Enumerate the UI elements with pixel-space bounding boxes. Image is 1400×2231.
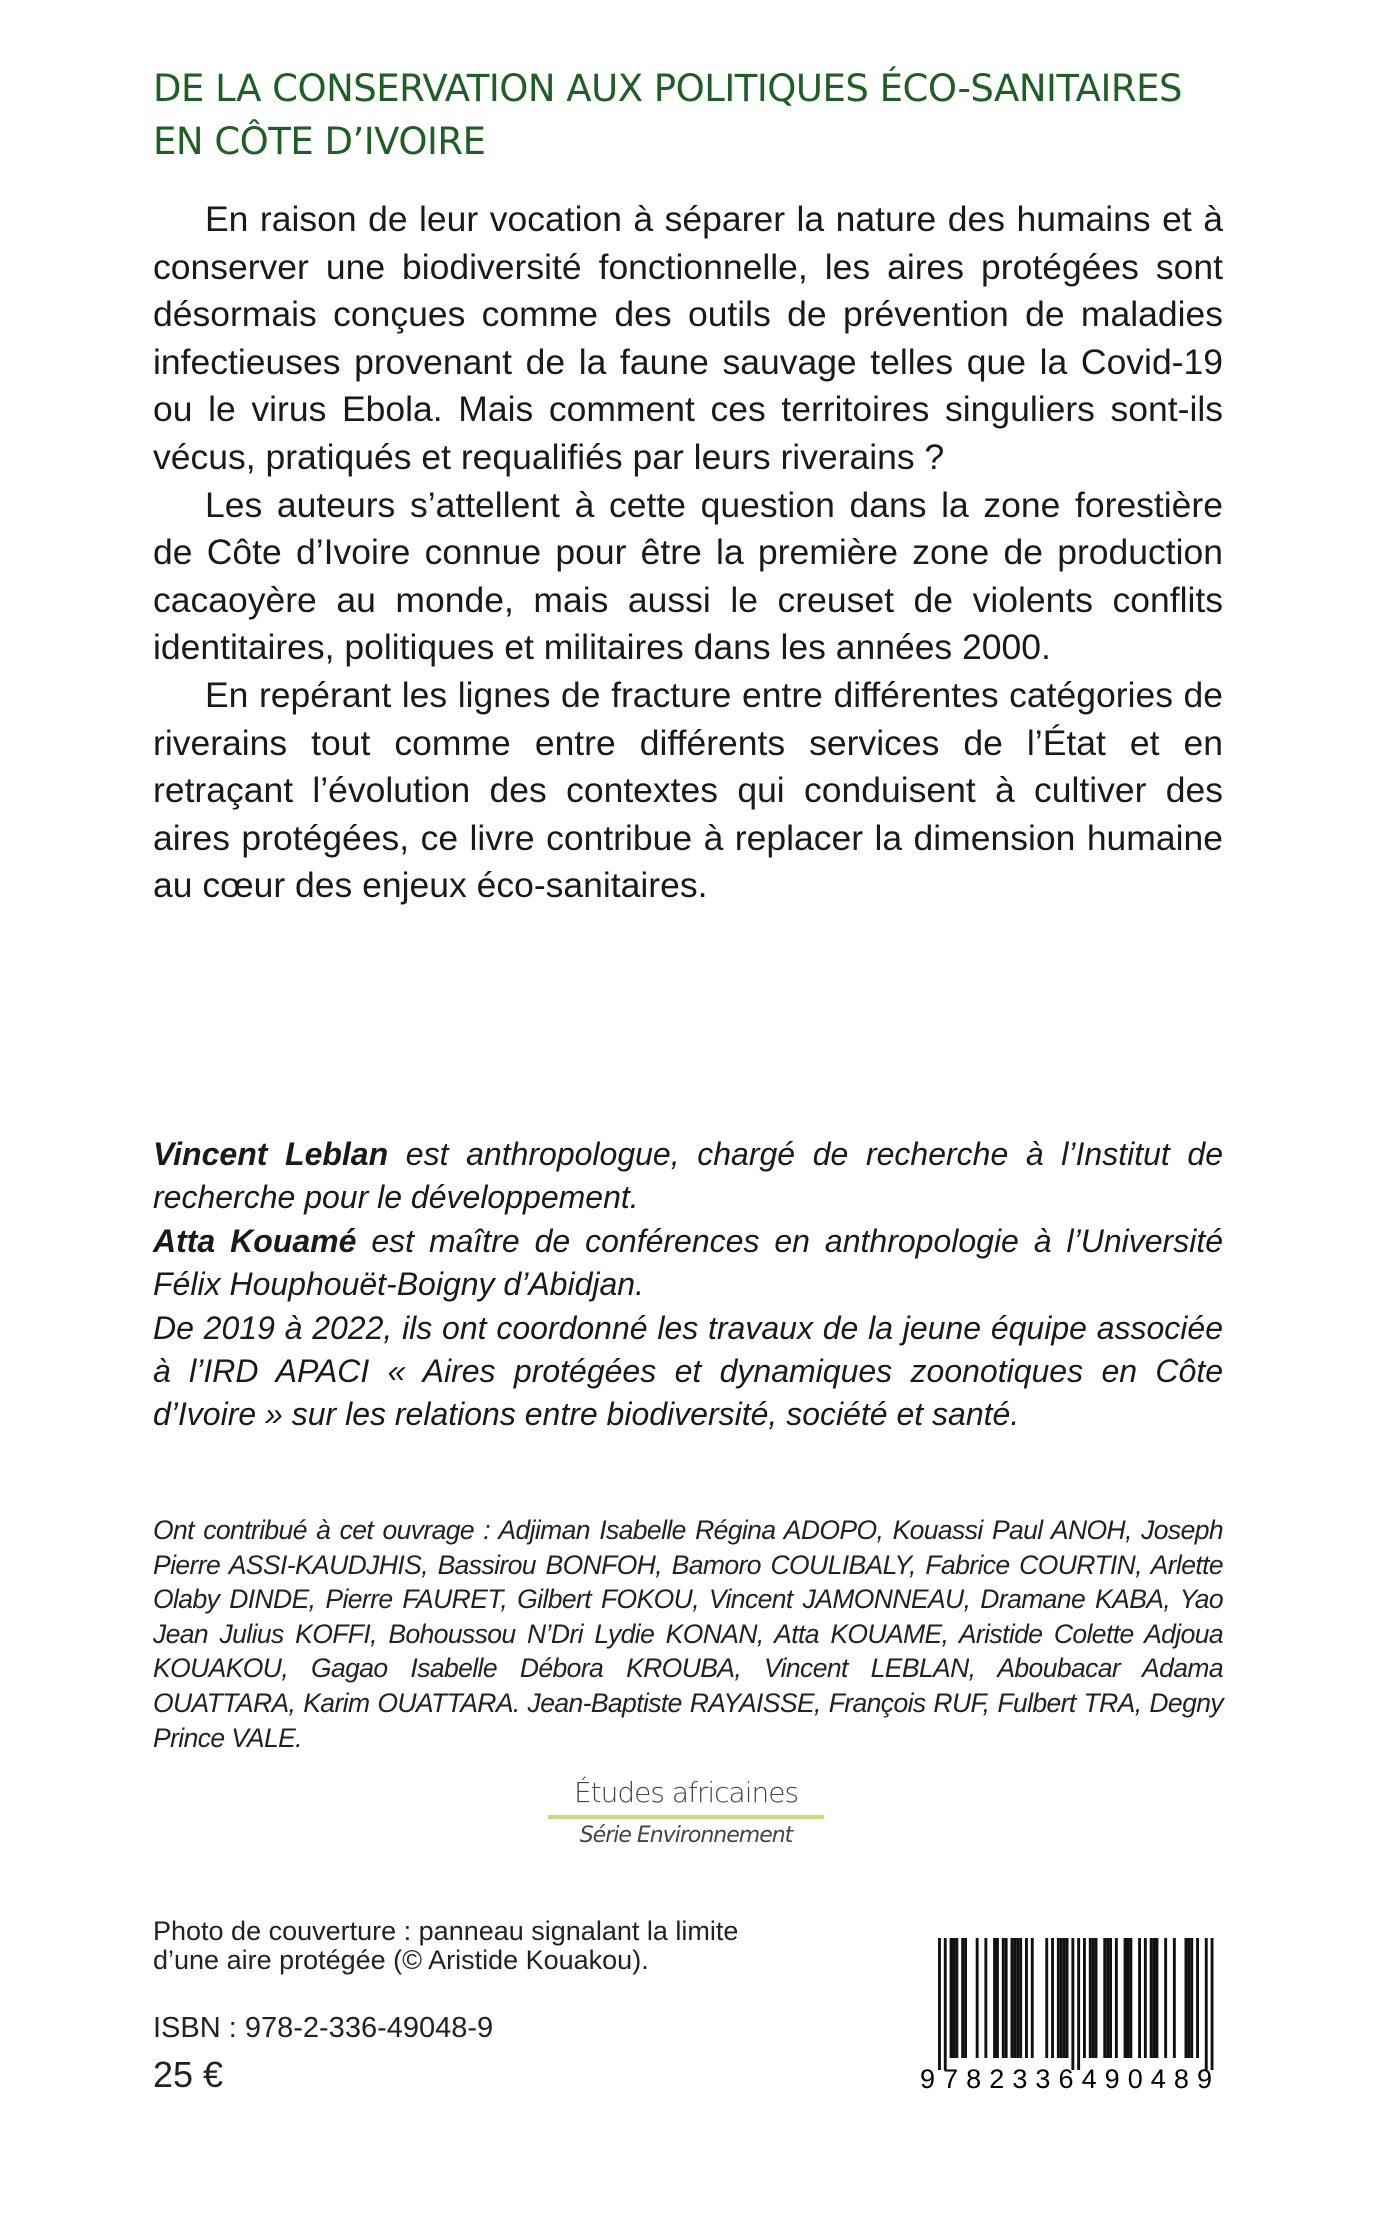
author-name: Atta Kouamé [153,1222,357,1259]
author-bio [153,1133,1223,1220]
title-line: EN CÔTE D’IVOIRE [153,120,486,163]
barcode-bar [1173,1938,1176,2058]
barcode-bar [996,1938,999,2058]
barcode-bar [1057,1938,1060,2058]
barcode-bar [1211,1938,1214,2070]
credit-line: d’une aire protégée (© Aristide Kouakou). [153,1945,649,1975]
barcode-bar [1019,1938,1022,2058]
barcode-bar [955,1938,958,2058]
subseries-name: Série Environnement [579,1823,793,1848]
book-summary [153,196,1223,910]
barcode-bar [1095,1938,1098,2058]
barcode [918,1936,1218,2101]
author-bios [153,1133,1223,1437]
barcode-bar [1089,1938,1092,2058]
barcode-bar [1092,1938,1095,2058]
barcode-bar [1063,1938,1066,2058]
barcode-bar [1031,1938,1034,2058]
barcode-bar [1187,1938,1190,2058]
barcode-bar [1150,1938,1153,2058]
author-name: Vincent Leblan [153,1136,389,1172]
barcode-bar [1205,1938,1208,2070]
barcode-bar [1129,1938,1132,2058]
summary-paragraph: En repérant les lignes de fracture entre différentes catégories de riverains tout comme entre différents services de l’État et en retraçant l’évolution des contextes qui conduisent à cultiver des aires protégées, ce livre contribue à replacer la dimension humaine au cœur des enjeux éco-sanitaires. [153,674,1223,906]
joint-bio: De 2019 à 2022, ils ont coordonné les travaux de la jeune équipe associée à l’IRD APACI « Aires protégées et dynamiques zoonotiques en Côte d’Ivoire » sur les relations entre biodiversité, société et santé. [153,1309,1223,1433]
contributors-list: Ont contribué à cet ouvrage : Adjiman Isabelle Régina ADOPO, Kouassi Paul ANOH, Joseph Pierre ASSI-KAUDJHIS, Bassirou BONFOH, Bamoro COULIBALY, Fabrice COURTIN, Arlette Olaby DINDE, Pierre FAURET, Gilbert FOKOU, Vincent JAMONNEAU, Dramane KABA, Yao Jean Julius KOFFI, Bohoussou N’Dri Lydie KONAN, Atta KOUAME, Aristide Colette Adjoua KOUAKOU, Gagao Isabelle Débora KROUBA, Vincent LEBLAN, Aboubacar Adama OUATTARA, Karim OUATTARA. Jean-Baptiste RAYAISSE, François RUF, Fulbert TRA, Degny Prince VALE. [153,1515,1223,1753]
barcode-bar [1164,1938,1167,2058]
barcode-bar [1103,1938,1106,2058]
barcode-bar [1045,1938,1048,2058]
price: 25 € [153,2054,224,2095]
barcode-bar [1124,1938,1127,2058]
barcode-bar [938,1938,941,2070]
barcode-bar [964,1938,967,2058]
series-logo [540,1776,832,1848]
barcode-bar [953,1938,956,2058]
author-description: est anthropologue, chargé de recherche à l’Institut de recherche pour le développement. [153,1136,1224,1216]
credit-line: Photo de couverture : panneau signalant la limite [153,1916,739,1946]
barcode-digits: 9782336490489 [920,2064,1212,2094]
barcode-bar [1083,1938,1086,2058]
barcode-bar [1071,1938,1074,2070]
series-name: Études africaines [573,1776,799,1809]
title-line: DE LA CONSERVATION AUX POLITIQUES ÉCO-SANITAIRES [153,67,1182,110]
barcode-bar [1106,1938,1109,2058]
barcode-bar [944,1938,947,2070]
barcode-bar [1109,1938,1112,2058]
barcode-bar [1066,1938,1069,2058]
barcode-bar [1077,1938,1080,2070]
summary-paragraph: En raison de leur vocation à séparer la nature des humains et à conserver une biodiversité fonctionnelle, les aires protégées sont désormais conçues comme des outils de prévention de maladies infectieuses provenant de la faune sauvage telles que la Covid-19 ou le virus Ebola. Mais comment ces territoires singuliers sont-ils vécus, pratiqués et requalifiés par leurs riverains ? [153,199,1223,477]
barcode-bar [1002,1938,1005,2058]
barcode-bar [984,1938,987,2058]
barcode-bar [1011,1938,1014,2058]
barcode-bar [1005,1938,1008,2058]
barcode-bar [993,1938,996,2058]
series-divider [548,1815,824,1819]
barcode-bar [1127,1938,1130,2058]
barcode-bar [1060,1938,1063,2058]
barcode-bar [1025,1938,1028,2058]
barcode-bar [1016,1938,1019,2058]
barcode-bar [976,1938,979,2058]
author-bio [153,1220,1223,1307]
barcode-bar [1138,1938,1141,2058]
barcode-bar [1190,1938,1193,2058]
author-description: est maître de conférences en anthropologie à l’Université Félix Houphouët-Boigny d’Abidjan. [153,1222,1224,1303]
summary-paragraph: Les auteurs s’attellent à cette question dans la zone forestière de Côte d’Ivoire connue pour être la première zone de production cacaoyère au monde, mais aussi le creuset de violents conflits identitaires, politiques et militaires dans les années 2000. [153,484,1223,668]
barcode-bar [1153,1938,1156,2058]
book-title [153,62,1253,168]
barcode-bar [961,1938,964,2058]
barcode-bar [950,1938,953,2058]
photo-credit [153,1917,738,1975]
barcode-bar [1185,1938,1188,2058]
barcode-bar [1144,1938,1147,2058]
barcode-bar [1156,1938,1159,2058]
barcode-bar [1013,1938,1016,2058]
barcode-bar [1051,1938,1054,2058]
isbn: ISBN : 978-2-336-49048-9 [153,2012,494,2044]
barcode-bar [1196,1938,1199,2058]
barcode-bar [1115,1938,1118,2058]
